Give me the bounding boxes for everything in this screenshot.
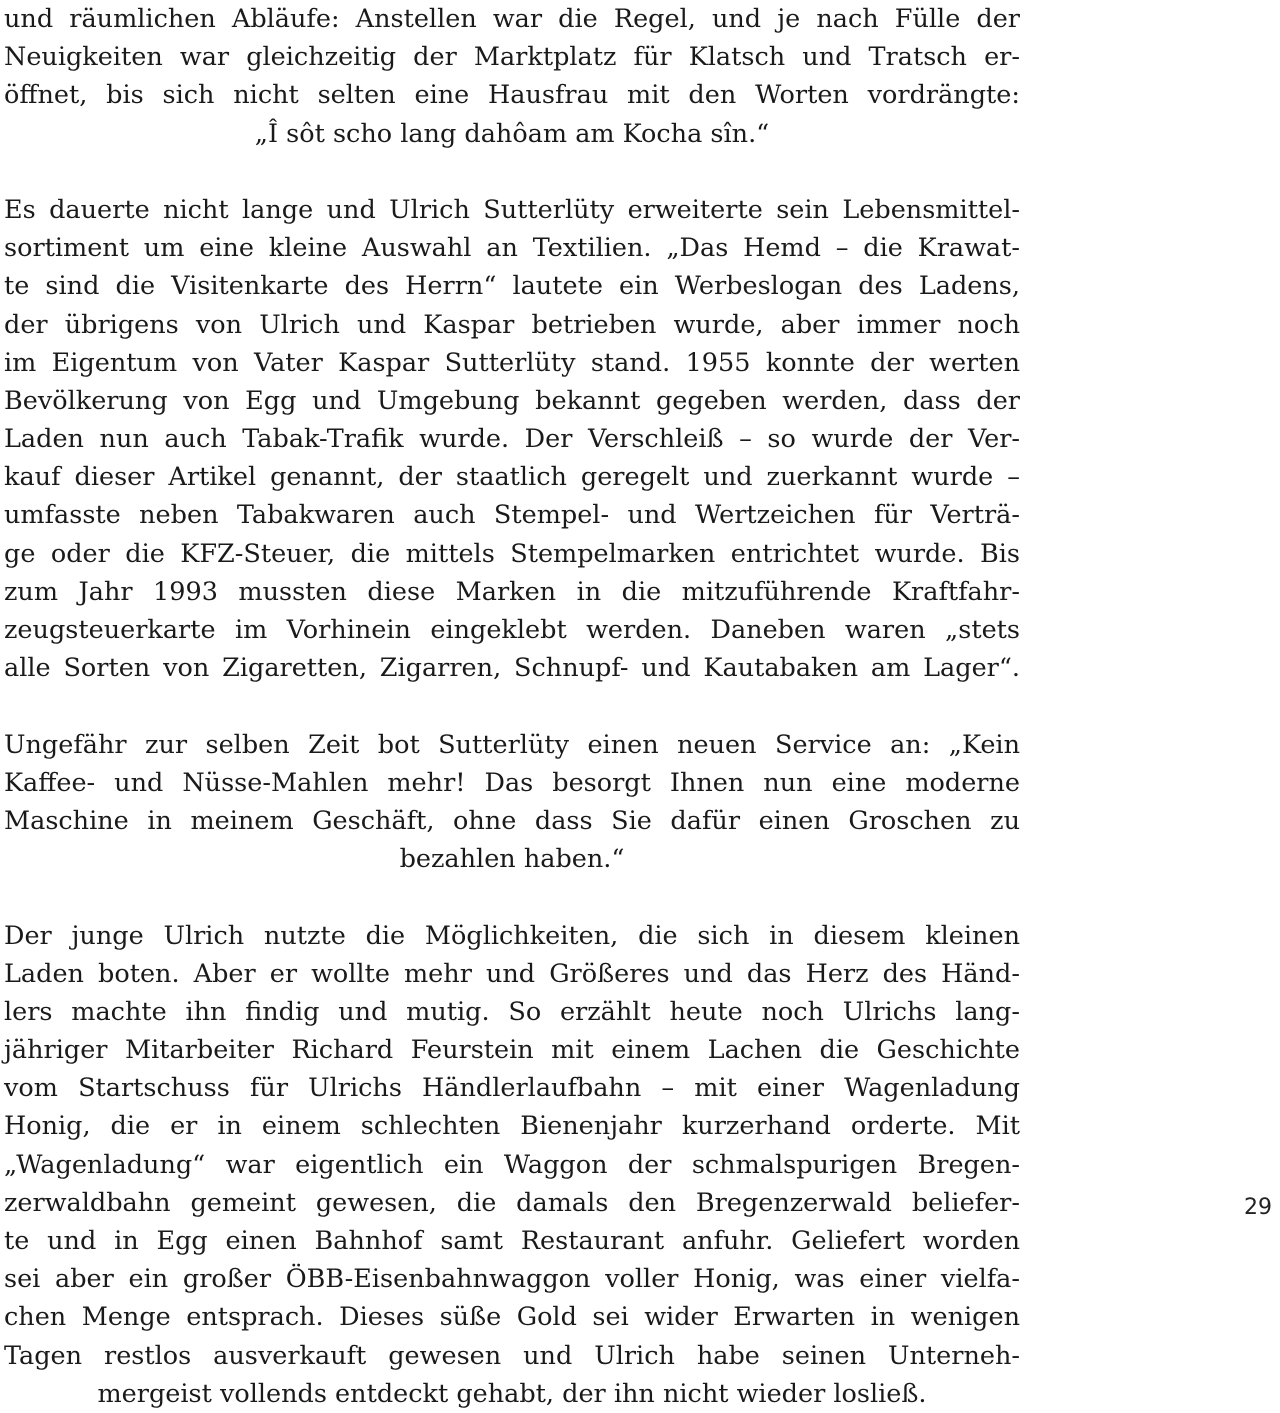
text-line: der übrigens von Ulrich und Kaspar betrieben wurde, aber immer noch bbox=[4, 309, 1020, 340]
text-line: Kaffee- und Nüsse-Mahlen mehr! Das besorgt Ihnen nun eine moderne bbox=[4, 767, 1020, 798]
paragraph-textiles-tobacco bbox=[4, 191, 1020, 687]
text-line: Laden boten. Aber er wollte mehr und Größeres und das Herz des Händ- bbox=[4, 958, 1020, 989]
text-line: zerwaldbahn gemeint gewesen, die damals den Bregenzerwald beliefer- bbox=[4, 1187, 1020, 1218]
text-line: Tagen restlos ausverkauft gewesen und Ulrich habe seinen Unterneh- bbox=[4, 1340, 1020, 1371]
text-line: Honig, die er in einem schlechten Bienenjahr kurzerhand orderte. Mit bbox=[4, 1111, 1020, 1142]
text-line: Laden nun auch Tabak-Trafik wurde. Der Verschleiß – so wurde der Ver- bbox=[4, 424, 1020, 455]
text-line: Es dauerte nicht lange und Ulrich Sutterlüty erweiterte sein Lebensmittel- bbox=[4, 194, 1020, 225]
paragraph-gap bbox=[4, 153, 1020, 191]
text-line: Bevölkerung von Egg und Umgebung bekannt gegeben werden, dass der bbox=[4, 385, 1020, 416]
text-line: zeugsteuerkarte im Vorhinein eingeklebt werden. Daneben waren „stets bbox=[4, 615, 1020, 645]
text-line: sortiment um eine kleine Auswahl an Textilien. „Das Hemd – die Krawat- bbox=[4, 233, 1020, 264]
paragraph-honey-story bbox=[4, 917, 1020, 1413]
body-text bbox=[4, 0, 1020, 1413]
quote-end-line: bezahlen haben.“ bbox=[399, 844, 625, 875]
page-number: 29 bbox=[1244, 1195, 1272, 1220]
text-line: kauf dieser Artikel genannt, der staatlich geregelt und zuerkannt wurde – bbox=[4, 462, 1020, 493]
text-line: ge oder die KFZ-Steuer, die mittels Stempelmarken entrichtet wurde. Bis bbox=[4, 538, 1020, 569]
text-line: mergeist vollends entdeckt gehabt, der ihn nicht wieder losließ. bbox=[97, 1378, 927, 1409]
text-line: umfasste neben Tabakwaren auch Stempel- und Wertzeichen für Verträ- bbox=[4, 500, 1020, 531]
text-line: Maschine in meinem Geschäft, ohne dass Sie dafür einen Groschen zu bbox=[4, 805, 1020, 836]
text-line: zum Jahr 1993 mussten diese Marken in die mitzuführende Kraftfahr- bbox=[4, 576, 1020, 607]
text-line: alle Sorten von Zigaretten, Zigarren, Schnupf- und Kautabaken am Lager“. bbox=[4, 653, 1020, 684]
text-line: te und in Egg einen Bahnhof samt Restaurant anfuhr. Geliefert worden bbox=[4, 1226, 1020, 1256]
paragraph-coffee-service bbox=[4, 726, 1020, 879]
text-line: Neuigkeiten war gleichzeitig der Marktplatz für Klatsch und Tratsch er- bbox=[4, 42, 1020, 73]
text-line: chen Menge entsprach. Dieses süße Gold sei wider Erwarten in wenigen bbox=[4, 1302, 1020, 1333]
text-line: Der junge Ulrich nutzte die Möglichkeiten, die sich in diesem kleinen bbox=[4, 920, 1020, 951]
text-line: jähriger Mitarbeiter Richard Feurstein mit einem Lachen die Geschichte bbox=[4, 1035, 1020, 1066]
text-line: „Wagenladung“ war eigentlich ein Waggon der schmalspurigen Bregen- bbox=[4, 1149, 1020, 1180]
text-line: Ungefähr zur selben Zeit bot Sutterlüty einen neuen Service an: „Kein bbox=[4, 729, 1020, 760]
text-line: im Eigentum von Vater Kaspar Sutterlüty stand. 1955 konnte der werten bbox=[4, 347, 1020, 378]
paragraph-gap bbox=[4, 878, 1020, 916]
text-line: sei aber ein großer ÖBB-Eisenbahnwaggon voller Honig, was einer vielfa- bbox=[4, 1264, 1020, 1295]
text-line: vom Startschuss für Ulrichs Händlerlaufbahn – mit einer Wagenladung bbox=[4, 1073, 1020, 1104]
paragraph-queue bbox=[4, 0, 1020, 153]
text-line: lers machte ihn findig und mutig. So erzählt heute noch Ulrichs lang- bbox=[4, 996, 1020, 1027]
dialect-quote-line: „Î sôt scho lang dahôam am Kocha sîn.“ bbox=[254, 118, 770, 149]
text-line: öffnet, bis sich nicht selten eine Hausfrau mit den Worten vordrängte: bbox=[4, 80, 1020, 111]
text-line: und räumlichen Abläufe: Anstellen war die Regel, und je nach Fülle der bbox=[4, 4, 1020, 34]
text-line: te sind die Visitenkarte des Herrn“ lautete ein Werbeslogan des Ladens, bbox=[4, 271, 1020, 302]
paragraph-gap bbox=[4, 687, 1020, 725]
